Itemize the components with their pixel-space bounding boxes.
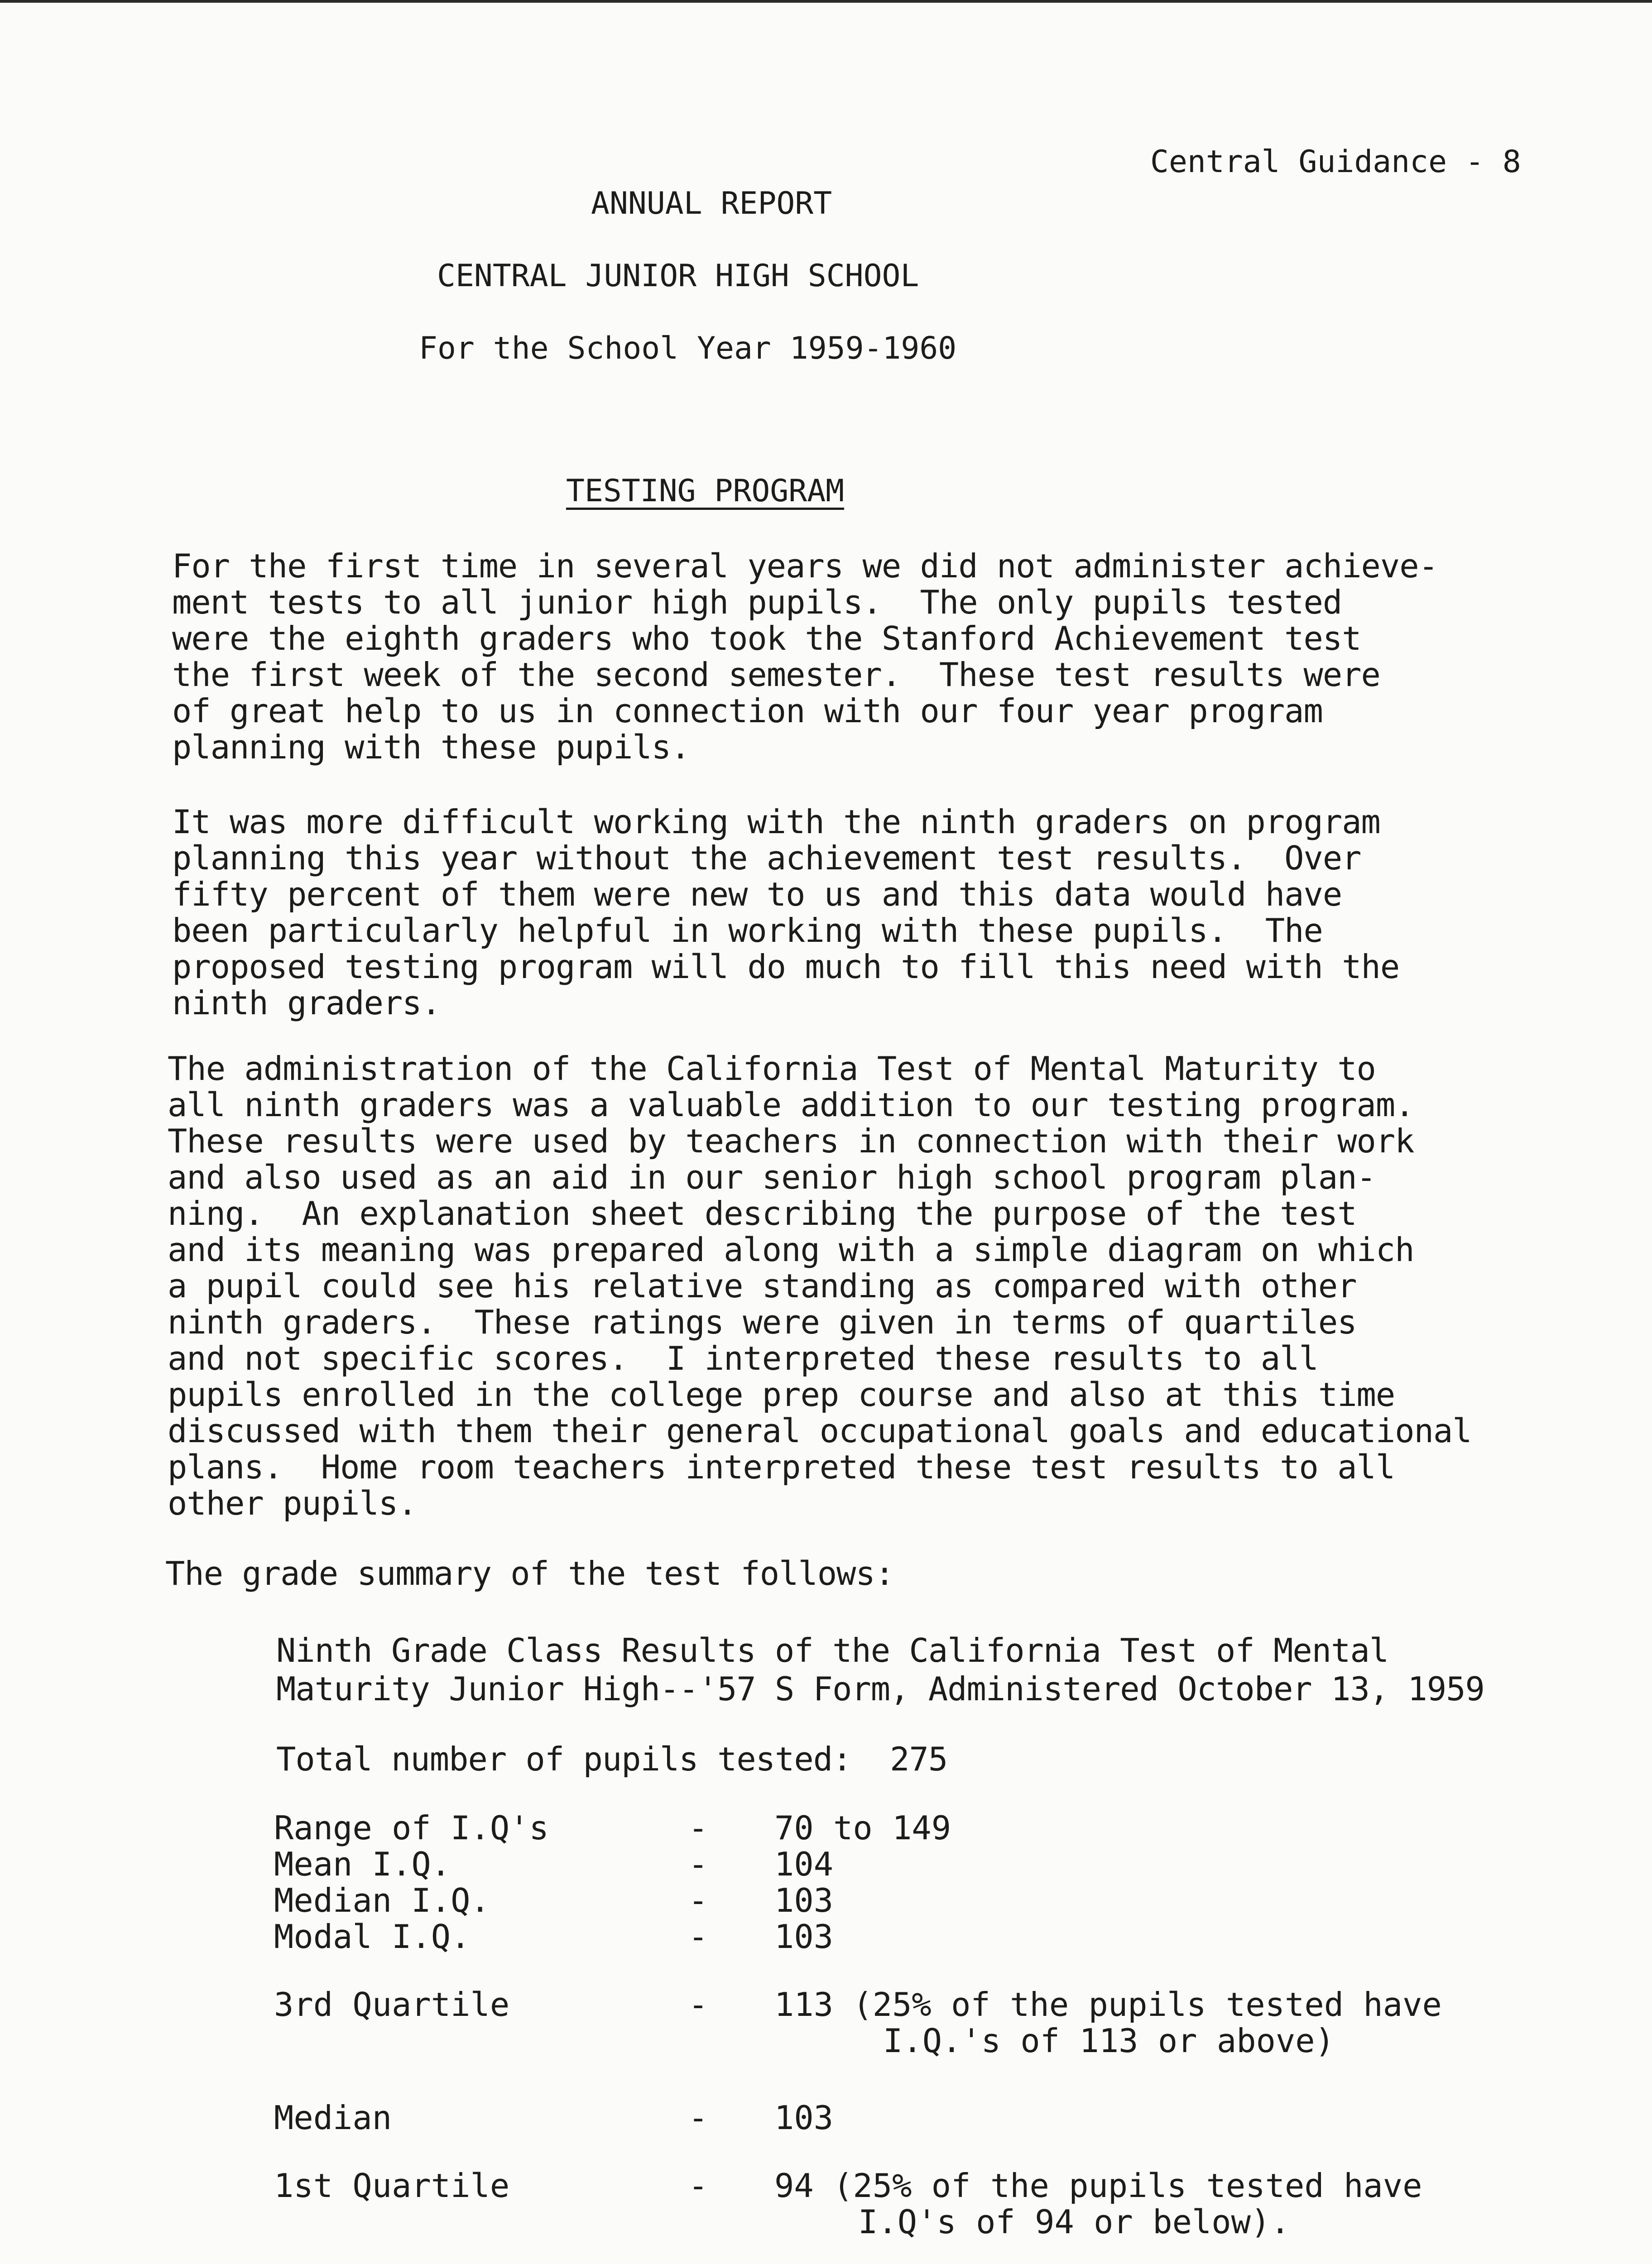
paragraph-line: a pupil could see his relative standing as compared with other xyxy=(168,1267,1357,1305)
quartile-value: 94 (25% of the pupils tested have xyxy=(774,2167,1422,2205)
paragraph-2 xyxy=(172,804,1648,1021)
quartile-dash: - xyxy=(688,2099,708,2137)
quartile-value: 113 (25% of the pupils tested have xyxy=(774,1986,1442,2024)
results-title-line-1: Ninth Grade Class Results of the California Test of Mental xyxy=(276,1631,1389,1669)
results-title-line-2: Maturity Junior High--'57 S Form, Administered October 13, 1959 xyxy=(276,1670,1484,1708)
paragraph-line: discussed with them their general occupational goals and educational xyxy=(168,1412,1472,1450)
page-reference: Central Guidance - 8 xyxy=(1150,144,1521,180)
paragraph-line: ning. An explanation sheet describing the purpose of the test xyxy=(168,1194,1357,1233)
quartile-note: I.Q's of 94 or below). xyxy=(858,2203,1290,2241)
paragraph-line: ninth graders. These ratings were given in terms of quartiles xyxy=(168,1303,1357,1341)
stat-label: Mean I.Q. xyxy=(274,1845,451,1883)
paragraph-line: and its meaning was prepared along with a simple diagram on which xyxy=(168,1231,1414,1269)
report-title: ANNUAL REPORT xyxy=(591,186,832,221)
stat-value: 104 xyxy=(774,1845,834,1883)
paragraph-line: plans. Home room teachers interpreted these test results to all xyxy=(168,1448,1395,1486)
stat-dash: - xyxy=(688,1881,708,1919)
paragraph-line: planning with these pupils. xyxy=(172,728,690,766)
paragraph-line: of great help to us in connection with our four year program xyxy=(172,692,1323,730)
paragraph-line: fifty percent of them were new to us and this data would have xyxy=(172,875,1342,913)
paragraph-line: the first week of the second semester. These test results were xyxy=(172,656,1380,694)
total-tested: Total number of pupils tested: 275 xyxy=(276,1740,948,1778)
paragraph-line: The administration of the California Test of Mental Maturity to xyxy=(168,1050,1376,1088)
paragraph-line: proposed testing program will do much to fill this need with the xyxy=(172,948,1400,986)
stat-value: 103 xyxy=(774,1881,834,1919)
paragraph-line: other pupils. xyxy=(168,1484,417,1522)
stat-label: Median I.Q. xyxy=(274,1881,490,1919)
stat-dash: - xyxy=(688,1845,708,1883)
stat-value: 70 to 149 xyxy=(774,1809,951,1847)
summary-intro: The grade summary of the test follows: xyxy=(165,1554,894,1592)
school-name: CENTRAL JUNIOR HIGH SCHOOL xyxy=(437,258,919,294)
quartile-dash: - xyxy=(688,2167,708,2205)
stat-dash: - xyxy=(688,1809,708,1847)
paragraph-3 xyxy=(168,1050,1644,1521)
paragraph-line: These results were used by teachers in connection with their work xyxy=(168,1122,1414,1160)
section-heading: TESTING PROGRAM xyxy=(566,473,845,509)
quartile-label: Median xyxy=(274,2099,392,2137)
quartile-label: 1st Quartile xyxy=(274,2167,510,2205)
school-year: For the School Year 1959-1960 xyxy=(419,331,957,366)
paragraph-line: and not specific scores. I interpreted these results to all xyxy=(168,1339,1318,1377)
paragraph-line: were the eighth graders who took the Stanford Achievement test xyxy=(172,619,1361,657)
paragraph-line: planning this year without the achievement test results. Over xyxy=(172,839,1361,877)
stat-label: Range of I.Q's xyxy=(274,1809,549,1847)
quartile-label: 3rd Quartile xyxy=(274,1986,510,2024)
paragraph-line: For the first time in several years we did not administer achieve- xyxy=(172,547,1438,585)
paragraph-1 xyxy=(172,548,1648,765)
quartile-value: 103 xyxy=(774,2099,834,2137)
paragraph-line: been particularly helpful in working with these pupils. The xyxy=(172,911,1323,950)
scan-edge xyxy=(0,0,1652,3)
paragraph-line: ninth graders. xyxy=(172,984,441,1022)
paragraph-line: all ninth graders was a valuable addition to our testing program. xyxy=(168,1086,1414,1124)
paragraph-line: It was more difficult working with the ninth graders on program xyxy=(172,803,1380,841)
quartile-note: I.Q.'s of 113 or above) xyxy=(883,2022,1335,2060)
paragraph-line: pupils enrolled in the college prep course and also at this time xyxy=(168,1376,1395,1414)
quartile-dash: - xyxy=(688,1986,708,2024)
paragraph-line: ment tests to all junior high pupils. The only pupils tested xyxy=(172,583,1342,621)
paragraph-line: and also used as an aid in our senior high school program plan- xyxy=(168,1158,1376,1196)
stat-label: Modal I.Q. xyxy=(274,1918,471,1956)
stat-dash: - xyxy=(688,1918,708,1956)
stat-value: 103 xyxy=(774,1918,834,1956)
